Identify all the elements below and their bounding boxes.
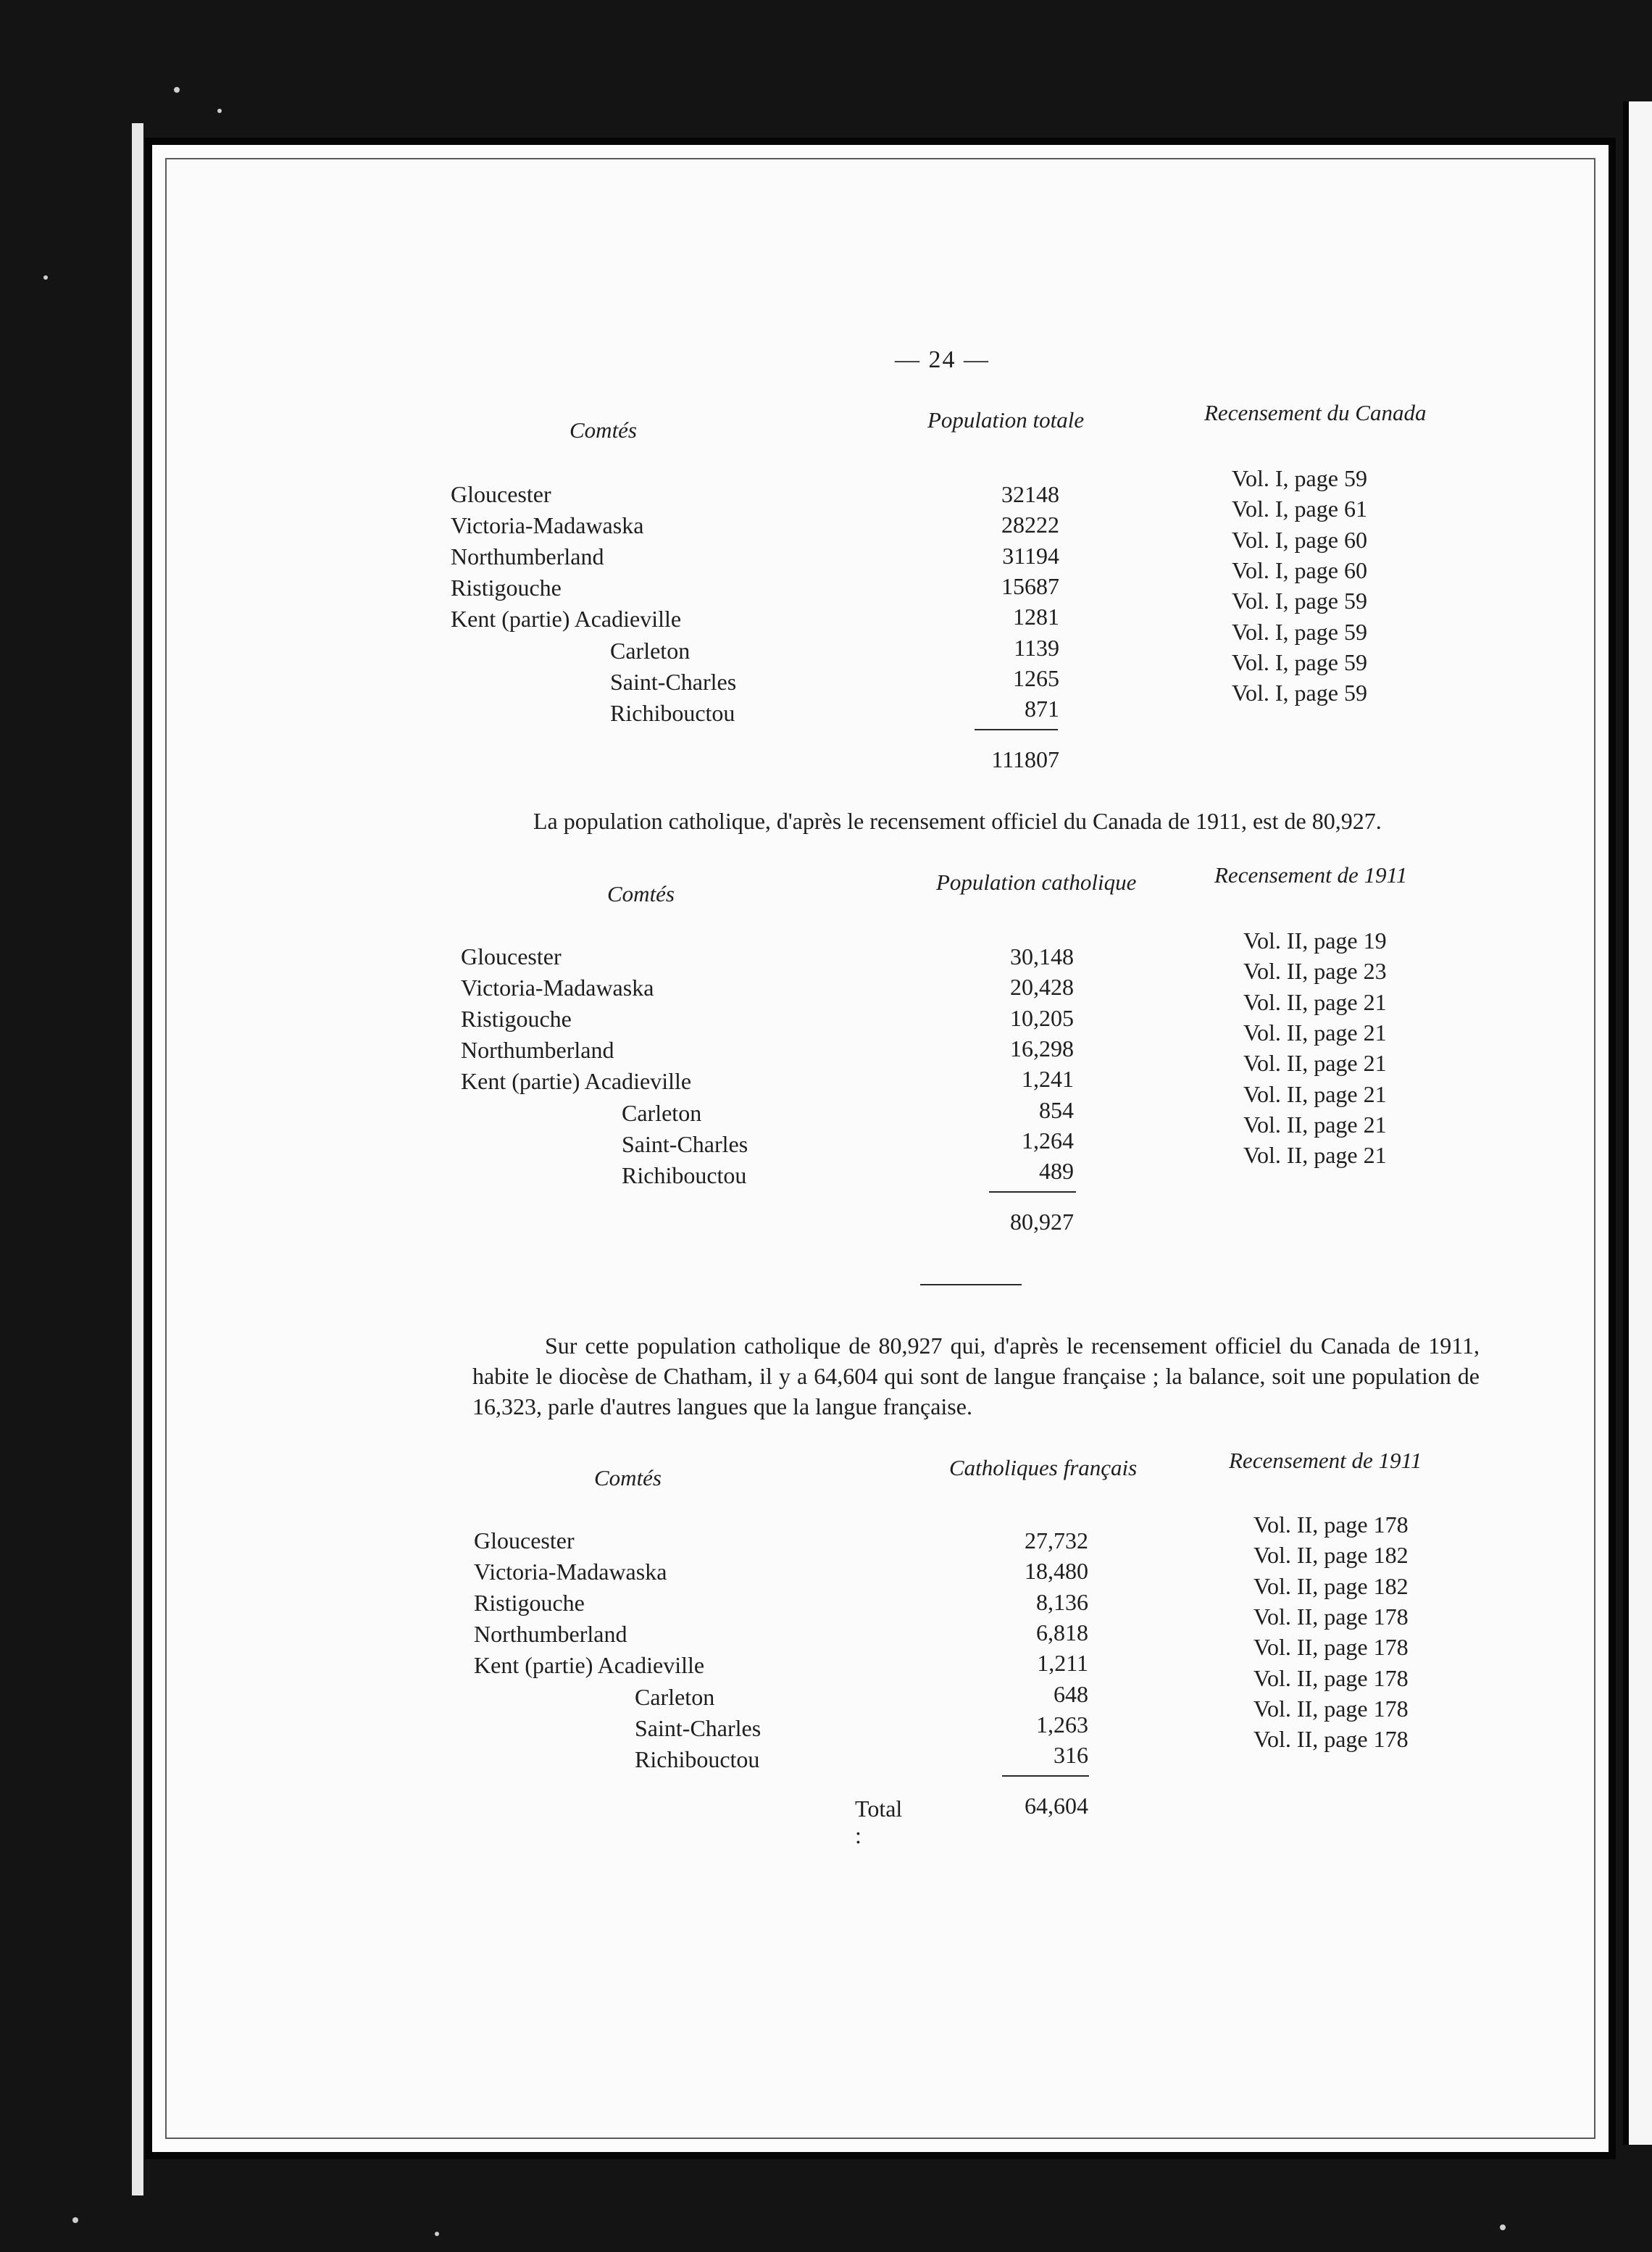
census-reference-cell: Vol. II, page 182 [1253,1572,1409,1599]
census-reference-cell: Vol. II, page 178 [1253,1603,1409,1630]
county-cell: Kent (partie) Acadieville [461,1068,692,1095]
table2-header-county: Comtés [607,881,675,906]
value-cell: 27,732 [1025,1527,1088,1554]
page-number: — 24 — [895,346,990,373]
paragraph-population-catholique: La population catholique, d'après le recensement officiel du Canada de 1911, est de 80,927. [533,808,1382,834]
table1-header-county: Comtés [570,417,637,443]
value-cell: 1,263 [1036,1711,1088,1738]
table3-header-county: Comtés [594,1465,662,1490]
value-cell: 16,298 [1010,1035,1074,1062]
value-cell: 18,480 [1025,1558,1088,1585]
value-cell: 10,205 [1010,1004,1074,1031]
table1-total: 111807 [991,746,1059,772]
census-reference-cell: Vol. II, page 178 [1253,1511,1409,1538]
value-cell: 30,148 [1010,943,1074,969]
table3-header-value: Catholiques français [949,1455,1138,1480]
county-cell: Carleton [610,637,691,664]
table-row [0,496,1652,543]
table2-header-ref: Recensement de 1911 [1214,862,1408,888]
value-cell: 8,136 [1036,1588,1088,1615]
census-reference-cell: Vol. I, page 59 [1232,588,1367,614]
census-reference-cell: Vol. II, page 178 [1253,1664,1409,1691]
county-cell: Carleton [622,1099,702,1126]
county-cell: Victoria-Madawaska [461,975,654,1001]
census-reference-cell: Vol. II, page 21 [1243,1080,1387,1107]
paragraph-langue-francaise: Sur cette population catholique de 80,927 qui, d'après le recensement officiel du Canada de 1911, habite le diocèse de Chatham, il y a 64,604 qui sont de langue française ; la balance, soit une population de 16,323, parle d'autres langues que la langue française. [472,1333,1480,1419]
value-cell: 28222 [1001,512,1059,538]
census-reference-cell: Vol. I, page 60 [1232,526,1367,553]
county-cell: Gloucester [451,481,551,507]
county-cell: Kent (partie) Acadieville [451,606,682,633]
table-row [0,927,1652,974]
census-reference-cell: Vol. II, page 19 [1243,927,1387,954]
census-reference-cell: Vol. II, page 21 [1243,1050,1387,1077]
county-cell: Carleton [635,1683,715,1710]
census-reference-cell: Vol. II, page 182 [1253,1542,1409,1569]
census-reference-cell: Vol. II, page 21 [1243,1111,1387,1138]
scan-speck [43,275,48,280]
value-cell: 1,264 [1022,1127,1074,1154]
census-reference-cell: Vol. II, page 21 [1243,988,1387,1015]
county-cell: Ristigouche [461,1006,572,1033]
county-cell: Northumberland [451,543,604,570]
table1-sum-rule [975,729,1058,730]
table2-total: 80,927 [1010,1209,1074,1235]
county-cell: Saint-Charles [635,1714,762,1741]
county-cell: Northumberland [461,1037,614,1064]
value-cell: 1265 [1013,664,1059,691]
value-cell: 648 [1054,1680,1088,1707]
census-reference-cell: Vol. I, page 59 [1232,680,1367,706]
table1-header-value: Population totale [927,407,1085,433]
table3-sum-rule [1002,1775,1089,1777]
value-cell: 1139 [1014,634,1059,661]
value-cell: 489 [1039,1158,1074,1185]
census-reference-cell: Vol. I, page 61 [1232,496,1367,522]
county-cell: Northumberland [474,1621,627,1648]
county-cell: Ristigouche [474,1590,585,1617]
county-cell: Saint-Charles [610,668,737,695]
value-cell: 871 [1025,696,1059,722]
table1-header-ref: Recensement du Canada [1204,400,1427,425]
value-cell: 15687 [1001,572,1059,599]
census-reference-cell: Vol. II, page 23 [1243,958,1387,985]
scan-speck [72,2217,78,2223]
county-cell: Gloucester [461,943,562,969]
scan-speck [435,2232,439,2236]
county-cell: Victoria-Madawaska [451,512,644,539]
table3-total: 64,604 [1025,1793,1088,1819]
county-cell: Victoria-Madawaska [474,1559,667,1585]
table-row [0,465,1652,512]
table3-total-label: Total : [855,1796,903,1848]
table2-header-value: Population catholique [936,869,1137,895]
value-cell: 31194 [1002,542,1059,569]
census-reference-cell: Vol. II, page 21 [1243,1142,1387,1169]
table-row [0,958,1652,1005]
census-reference-cell: Vol. I, page 59 [1232,649,1367,675]
county-cell: Kent (partie) Acadieville [474,1652,705,1679]
scan-speck [217,109,222,113]
census-reference-cell: Vol. II, page 178 [1253,1695,1409,1722]
county-cell: Ristigouche [451,575,562,601]
value-cell: 316 [1054,1742,1088,1769]
value-cell: 1281 [1013,604,1059,630]
value-cell: 6,818 [1036,1619,1088,1646]
census-reference-cell: Vol. II, page 178 [1253,1726,1409,1753]
county-cell: Gloucester [474,1527,575,1554]
value-cell: 20,428 [1010,974,1074,1001]
value-cell: 854 [1039,1096,1074,1123]
value-cell: 1,241 [1022,1066,1074,1093]
census-reference-cell: Vol. I, page 60 [1232,556,1367,583]
table2-sum-rule [989,1191,1076,1193]
census-reference-cell: Vol. II, page 178 [1253,1634,1409,1661]
value-cell: 32148 [1001,481,1059,507]
county-cell: Richibouctou [610,699,735,726]
county-cell: Richibouctou [635,1746,760,1772]
table3-header-ref: Recensement de 1911 [1229,1448,1422,1473]
section-separator [920,1284,1022,1285]
scan-speck [174,87,180,93]
scan-speck [1500,2224,1506,2230]
county-cell: Saint-Charles [622,1130,748,1157]
county-cell: Richibouctou [622,1162,747,1188]
table-row [0,526,1652,573]
census-reference-cell: Vol. I, page 59 [1232,465,1367,491]
census-reference-cell: Vol. II, page 21 [1243,1019,1387,1046]
value-cell: 1,211 [1037,1650,1088,1677]
census-reference-cell: Vol. I, page 59 [1232,618,1367,645]
